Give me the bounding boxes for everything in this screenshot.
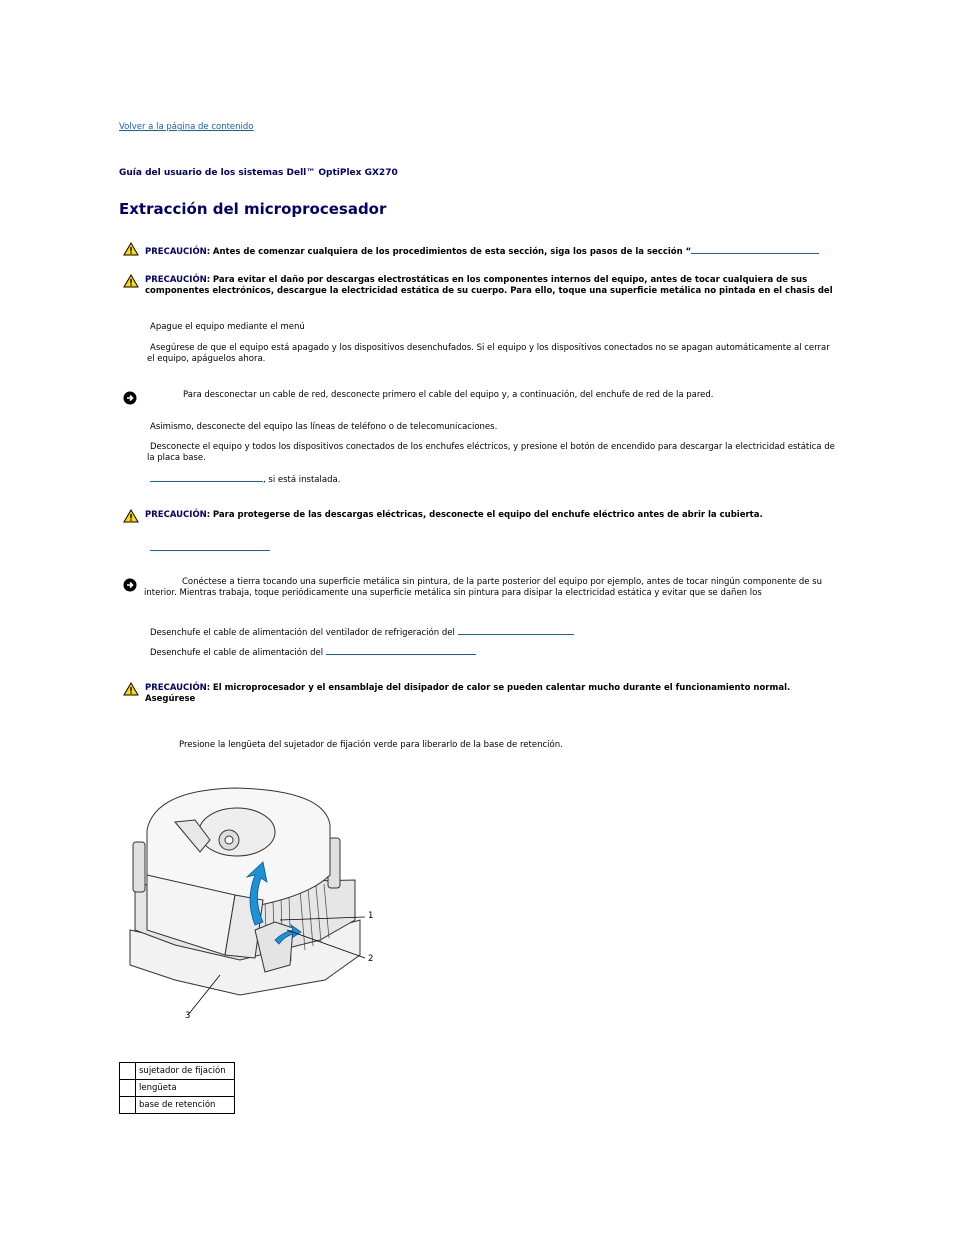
section-link[interactable] <box>691 244 819 254</box>
caution-icon <box>123 274 139 288</box>
legend-number <box>120 1097 136 1114</box>
caution-label: PRECAUCIÓN: <box>145 275 211 285</box>
caution-icon <box>123 509 139 523</box>
notice-network-cable: Para desconectar un cable de red, desconecte primero el cable del equipo y, a continuación, del enchufe de red de la pared. <box>183 390 714 400</box>
legend-row <box>120 1063 235 1080</box>
callout-3: 3 <box>185 1011 191 1021</box>
legend-number <box>120 1063 136 1080</box>
caution-label: PRECAUCIÓN: <box>145 510 211 520</box>
step-unplug: Desconecte el equipo y todos los dispositivos conectados de los enchufes eléctricos, y presione el botón de encendido para descargar la electricidad estática de la placa base. <box>147 442 835 463</box>
legend-row <box>120 1080 235 1097</box>
step-if-installed <box>150 472 340 486</box>
legend-label: lengüeta <box>136 1080 235 1097</box>
step-ensure-off: Asegúrese de que el equipo está apagado y los dispositivos desenchufados. Si el equipo y los dispositivos conectados no se apagan automáticamente al cerrar el equipo, apáguelos ahora. <box>147 343 830 364</box>
caution-text: Para evitar el daño por descargas electrostáticas en los componentes internos del equipo, antes de tocar cualquiera de sus componentes electrónicos, descargue la electricidad estática de su cuerpo. Para ello, toque una superficie metálica no pintada en el chasis del <box>145 275 833 296</box>
callout-1: 1 <box>368 911 374 921</box>
step-text: , si está instalada. <box>263 475 341 485</box>
legend-table <box>119 1062 235 1114</box>
legend-number <box>120 1080 136 1097</box>
step-link[interactable] <box>150 472 263 482</box>
legend-label: base de retención <box>136 1097 235 1114</box>
notice-ground-yourself: Conéctese a tierra tocando una superficie metálica sin pintura, de la parte posterior del equipo por ejemplo, antes de tocar ningún componente de su interior. Mientras trabaja, toque periódicamente una superficie metálica sin pintura para disipar la electricidad estática y evitar que se dañen los <box>144 577 822 598</box>
caution-text: Para protegerse de las descargas eléctricas, desconecte el equipo del enchufe eléctrico antes de abrir la cubierta. <box>212 510 763 520</box>
step-disconnect-phone: Asimismo, desconecte del equipo las líneas de teléfono o de telecomunicaciones. <box>150 422 498 432</box>
caution-1 <box>145 244 835 258</box>
step-text: Desenchufe el cable de alimentación del ventilador de refrigeración del <box>150 628 455 638</box>
step-unplug-fan <box>150 625 574 639</box>
notice-icon <box>123 391 137 405</box>
caution-2 <box>145 275 835 297</box>
step-press-tab: Presione la lengüeta del sujetador de fijación verde para liberarlo de la base de retención. <box>179 740 563 750</box>
step-link[interactable] <box>326 645 476 655</box>
step-link[interactable] <box>458 625 574 635</box>
caution-text: El microprocesador y el ensamblaje del disipador de calor se pueden calentar mucho durante el funcionamiento normal. Asegúrese <box>145 683 791 704</box>
open-cover-link[interactable] <box>150 541 270 551</box>
page-title: Extracción del microprocesador <box>119 200 387 218</box>
legend-label: sujetador de fijación <box>136 1063 235 1080</box>
guide-title: Guía del usuario de los sistemas Dell™ OptiPlex GX270 <box>119 168 398 178</box>
caution-3 <box>145 510 835 521</box>
step-turn-off: Apague el equipo mediante el menú <box>150 322 305 332</box>
step-text: Desenchufe el cable de alimentación del <box>150 648 324 658</box>
caution-icon <box>123 682 139 696</box>
caution-label: PRECAUCIÓN: <box>145 247 211 257</box>
heatsink-illustration <box>115 780 385 1025</box>
back-to-contents-link[interactable]: Volver a la página de contenido <box>119 122 254 132</box>
caution-text: Antes de comenzar cualquiera de los procedimientos de esta sección, siga los pasos de la sección “ <box>212 247 692 257</box>
caution-label: PRECAUCIÓN: <box>145 683 211 693</box>
caution-icon <box>123 242 139 256</box>
callout-2: 2 <box>368 954 374 964</box>
notice-icon <box>123 578 137 592</box>
legend-row <box>120 1097 235 1114</box>
step-unplug-power <box>150 645 476 659</box>
caution-4 <box>145 683 835 705</box>
